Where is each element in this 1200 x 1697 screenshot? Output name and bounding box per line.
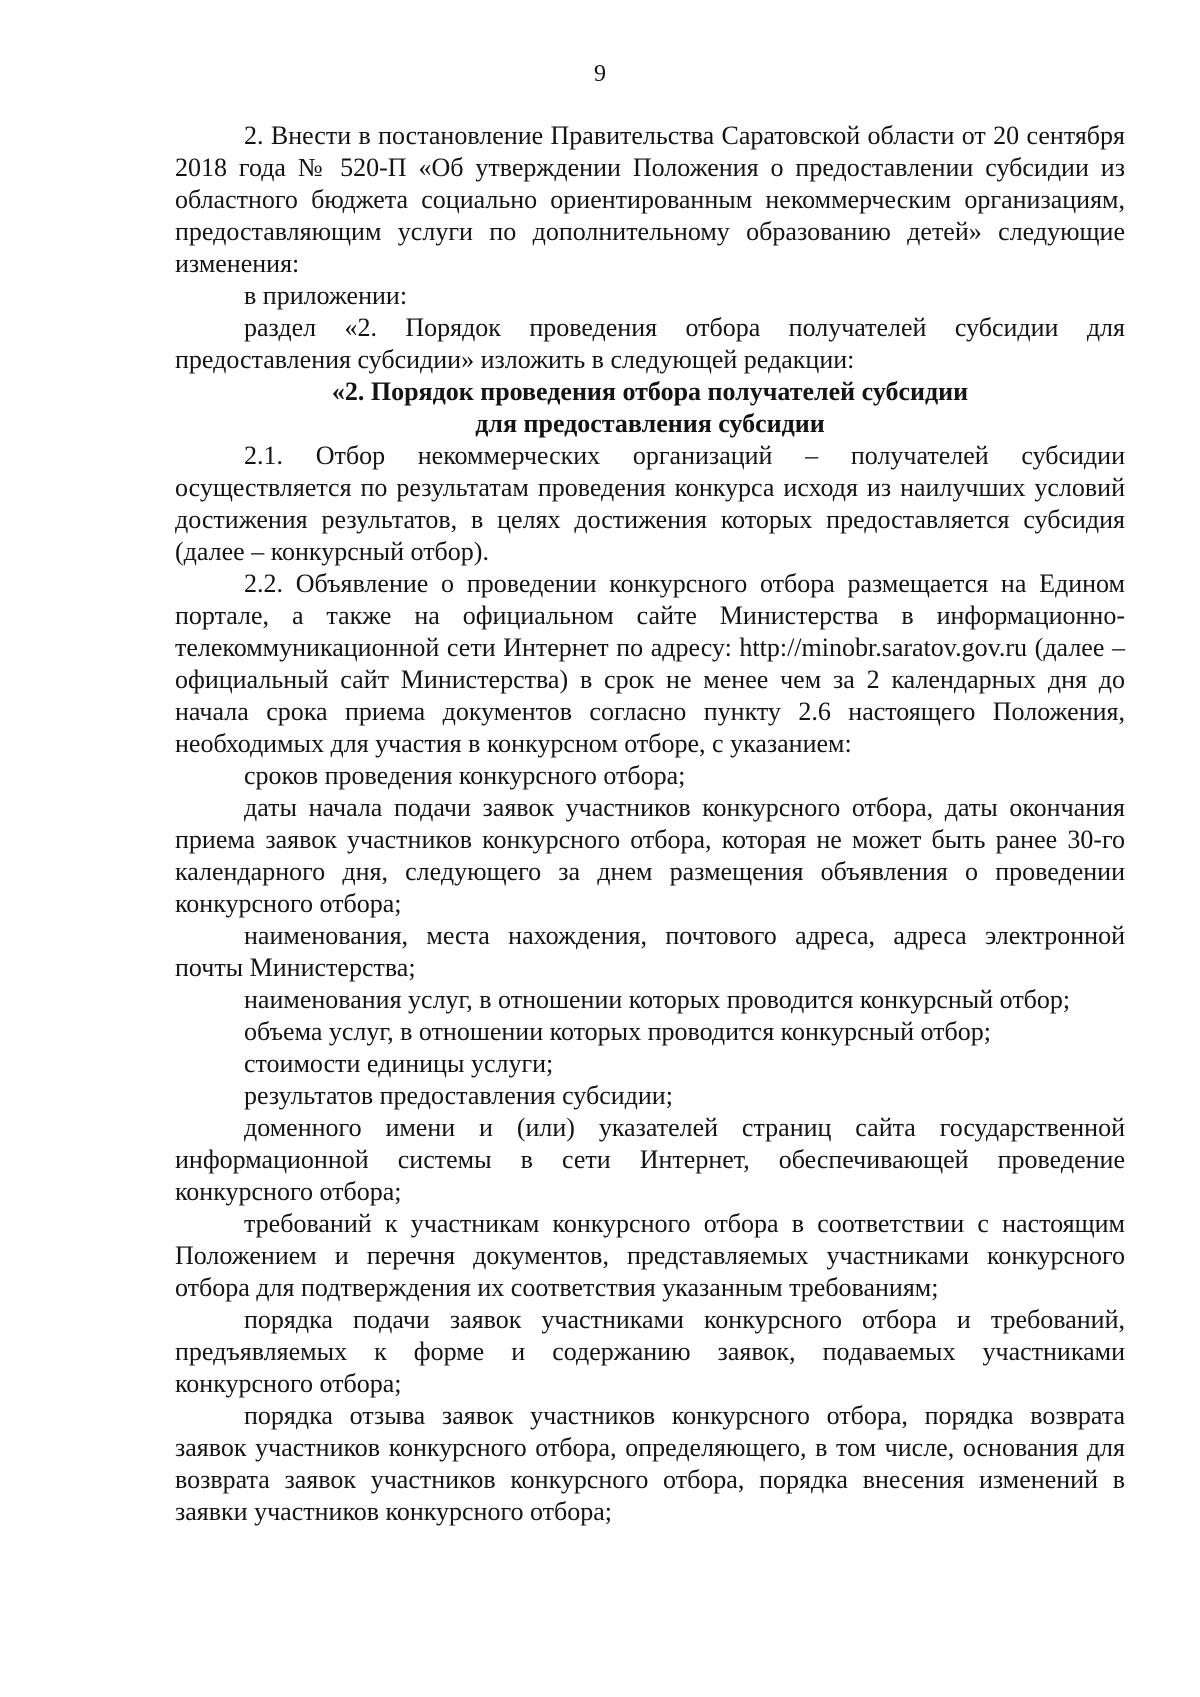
document-body [175, 120, 1125, 1528]
section-heading [175, 376, 1125, 440]
list-item: наименования, места нахождения, почтового адреса, адреса электронной почты Министерства; [175, 921, 1125, 982]
paragraph-2-2: 2.2. Объявление о проведении конкурсного отбора размещается на Едином портале, а также на официальном сайте Министерства в информационно-телекоммуникационной сети Интернет по адресу: http://minobr.saratov.gov.ru (далее – официальный сайт Министерства) в срок не менее чем за 2 календарных дня до начала срока приема документов согласно пункту 2.6 настоящего Положения, необходимых для участия в конкурсном отборе, с указанием: [175, 569, 1125, 758]
list-item: наименования услуг, в отношении которых проводится конкурсный отбор; [244, 985, 1071, 1014]
list-item: результатов предоставления субсидии; [244, 1081, 673, 1110]
paragraph: 2. Внести в постановление Правительства Саратовской области от 20 сентября 2018 года № 520-П «Об утверждении Положения о предоставлении субсидии из областного бюджета социально ориентированным некоммерческим организациям, предоставляющим услуги по дополнительному образованию детей» следующие изменения: [175, 121, 1125, 278]
list-item: стоимости единицы услуги; [244, 1049, 554, 1078]
list-item: доменного имени и (или) указателей страниц сайта государственной информационной системы в сети Интернет, обеспечивающей проведение конкурсного отбора; [175, 1113, 1125, 1206]
list-item: требований к участникам конкурсного отбора в соответствии с настоящим Положением и перечня документов, представляемых участниками конкурсного отбора для подтверждения их соответствия указанным требованиям; [175, 1209, 1125, 1302]
list-item: сроков проведения конкурсного отбора; [244, 761, 686, 790]
page-number: 9 [594, 61, 606, 87]
list-item: порядка подачи заявок участниками конкурсного отбора и требований, предъявляемых к форме и содержанию заявок, подаваемых участниками конкурсного отбора; [175, 1305, 1125, 1398]
section-heading-line-1: «2. Порядок проведения отбора получателей субсидии [331, 377, 969, 406]
section-heading-line-2: для предоставления субсидии [475, 409, 825, 438]
paragraph: в приложении: [244, 281, 408, 310]
list-item: объема услуг, в отношении которых проводится конкурсный отбор; [244, 1017, 991, 1046]
list-item: даты начала подачи заявок участников конкурсного отбора, даты окончания приема заявок участников конкурсного отбора, которая не может быть ранее 30-го календарного дня, следующего за днем размещения объявления о проведении конкурсного отбора; [175, 793, 1125, 918]
paragraph: раздел «2. Порядок проведения отбора получателей субсидии для предоставления субсидии» изложить в следующей редакции: [175, 313, 1125, 374]
list-item: порядка отзыва заявок участников конкурсного отбора, порядка возврата заявок участников конкурсного отбора, определяющего, в том числе, основания для возврата заявок участников конкурсного отбора, порядка внесения изменений в заявки участников конкурсного отбора; [175, 1401, 1125, 1526]
paragraph-2-1: 2.1. Отбор некоммерческих организаций – получателей субсидии осуществляется по результатам проведения конкурса исходя из наилучших условий достижения результатов, в целях достижения которых предоставляется субсидия (далее – конкурсный отбор). [175, 441, 1125, 566]
